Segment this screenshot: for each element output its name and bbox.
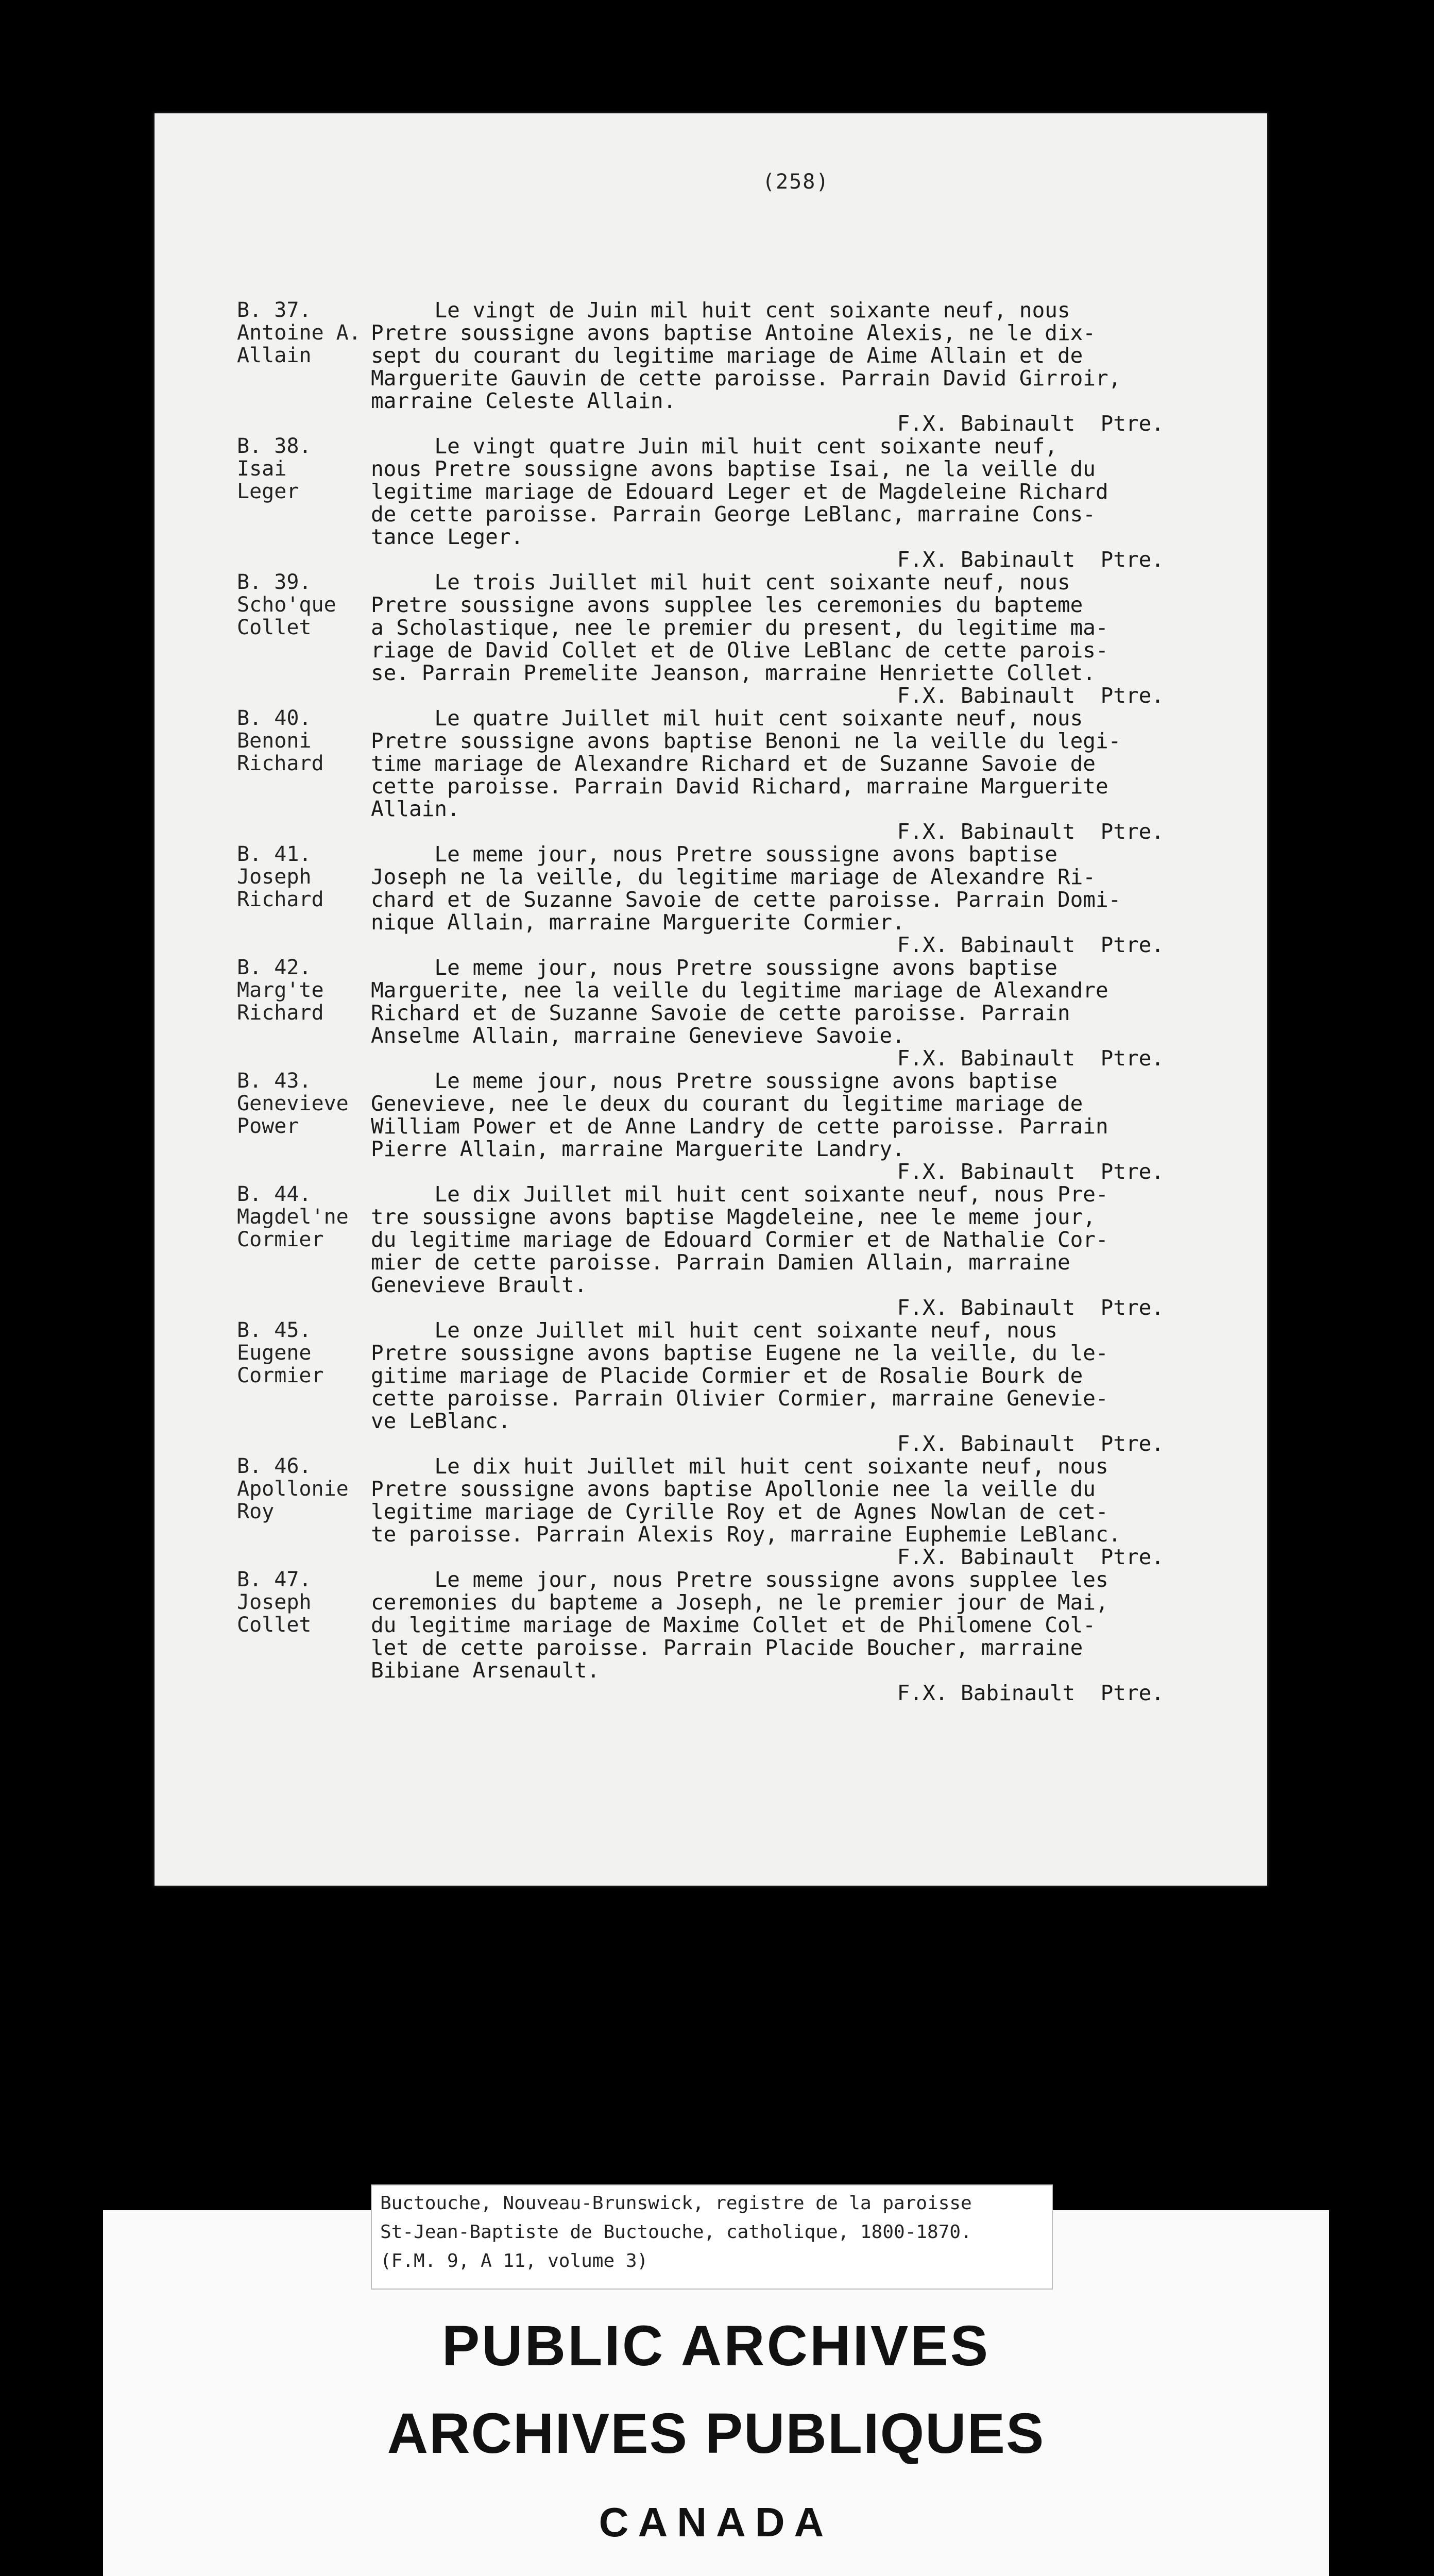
entry-line: time mariage de Alexandre Richard et de Suzanne Savoie de — [371, 751, 1096, 776]
entry-line: legitime mariage de Cyrille Roy et de Agnes Nowlan de cet- — [371, 1499, 1108, 1524]
entry-line: Pretre soussigne avons baptise Antoine Alexis, ne le dix- — [371, 320, 1096, 345]
entry-signature: F.X. Babinault Ptre. — [897, 819, 1164, 844]
entry-line: Le onze Juillet mil huit cent soixante neuf, nous — [371, 1318, 1057, 1343]
entry-line: Pretre soussigne avons baptise Benoni ne la veille du legi- — [371, 728, 1121, 753]
entry-line: Pretre soussigne avons baptise Apollonie nee la veille du — [371, 1477, 1096, 1501]
entry-margin-note: B. 42. Marg'te Richard — [237, 956, 324, 1025]
entry-line: Le quatre Juillet mil huit cent soixante neuf, nous — [371, 706, 1083, 731]
entry-line: Pretre soussigne avons baptise Eugene ne la veille, du le- — [371, 1341, 1108, 1365]
slip-line-2: St-Jean-Baptiste de Buctouche, catholique, 1800-1870. — [380, 2222, 972, 2243]
source-slip — [371, 2184, 1053, 2290]
baptism-entry — [237, 1070, 1267, 1183]
entry-line: Bibiane Arsenault. — [371, 1658, 600, 1683]
entry-line: Le dix Juillet mil huit cent soixante neuf, nous Pre- — [371, 1182, 1108, 1207]
entry-body — [371, 956, 1174, 1070]
entry-line: Richard et de Suzanne Savoie de cette paroisse. Parrain — [371, 1001, 1070, 1025]
entry-line: cette paroisse. Parrain Olivier Cormier, marraine Genevie- — [371, 1386, 1108, 1411]
entry-margin-note: B. 44. Magdel'ne Cormier — [237, 1182, 349, 1251]
baptism-entries — [237, 299, 1267, 1704]
entry-margin-note: B. 37. Antoine A. Allain — [237, 298, 361, 367]
entry-body — [371, 299, 1174, 435]
entry-line: Le meme jour, nous Pretre soussigne avons baptise — [371, 955, 1057, 980]
entry-signature: F.X. Babinault Ptre. — [897, 547, 1164, 572]
entry-line: a Scholastique, nee le premier du present, du legitime ma- — [371, 615, 1108, 640]
entry-line: Marguerite Gauvin de cette paroisse. Parrain David Girroir, — [371, 366, 1121, 391]
entry-margin-note: B. 43. Genevieve Power — [237, 1069, 349, 1138]
entry-line: Le vingt de Juin mil huit cent soixante neuf, nous — [371, 298, 1070, 323]
entry-line: nous Pretre soussigne avons baptise Isai, ne la veille du — [371, 456, 1096, 481]
entry-body — [371, 707, 1174, 843]
slip-line-1: Buctouche, Nouveau-Brunswick, registre de la paroisse — [380, 2193, 972, 2214]
entry-line: Marguerite, nee la veille du legitime mariage de Alexandre — [371, 978, 1108, 1003]
entry-line: tance Leger. — [371, 524, 524, 549]
entry-line: Pretre soussigne avons supplee les ceremonies du bapteme — [371, 592, 1083, 617]
entry-margin-note: B. 45. Eugene Cormier — [237, 1318, 324, 1387]
baptism-entry — [237, 843, 1267, 956]
entry-line: du legitime mariage de Maxime Collet et de Philomene Col- — [371, 1613, 1096, 1637]
entry-line: te paroisse. Parrain Alexis Roy, marraine Euphemie LeBlanc. — [371, 1522, 1121, 1547]
entry-line: Le dix huit Juillet mil huit cent soixante neuf, nous — [371, 1454, 1108, 1479]
entry-line: William Power et de Anne Landry de cette paroisse. Parrain — [371, 1114, 1108, 1139]
entry-signature: F.X. Babinault Ptre. — [897, 933, 1164, 957]
entry-signature: F.X. Babinault Ptre. — [897, 1545, 1164, 1569]
entry-signature: F.X. Babinault Ptre. — [897, 1681, 1164, 1705]
entry-body — [371, 1070, 1174, 1183]
entry-line: du legitime mariage de Edouard Cormier et de Nathalie Cor- — [371, 1227, 1108, 1252]
entry-line: Le trois Juillet mil huit cent soixante neuf, nous — [371, 570, 1070, 595]
entry-line: Le vingt quatre Juin mil huit cent soixante neuf, — [371, 434, 1057, 459]
entry-body — [371, 1319, 1174, 1455]
baptism-entry — [237, 1568, 1267, 1704]
entry-body — [371, 435, 1174, 571]
entry-line: gitime mariage de Placide Cormier et de Rosalie Bourk de — [371, 1363, 1083, 1388]
entry-line: Le meme jour, nous Pretre soussigne avons baptise — [371, 1069, 1057, 1093]
entry-signature: F.X. Babinault Ptre. — [897, 1046, 1164, 1071]
entry-margin-note: B. 40. Benoni Richard — [237, 706, 324, 775]
entry-line: se. Parrain Premelite Jeanson, marraine Henriette Collet. — [371, 660, 1096, 685]
entry-line: de cette paroisse. Parrain George LeBlanc, marraine Cons- — [371, 502, 1096, 527]
register-page — [155, 113, 1267, 1886]
entry-signature: F.X. Babinault Ptre. — [897, 683, 1164, 708]
entry-line: Le meme jour, nous Pretre soussigne avons baptise — [371, 842, 1057, 867]
entry-margin-note: B. 47. Joseph Collet — [237, 1568, 312, 1637]
slip-line-3: (F.M. 9, A 11, volume 3) — [380, 2250, 648, 2272]
entry-body — [371, 843, 1174, 956]
entry-body — [371, 1568, 1174, 1704]
entry-margin-note: B. 39. Scho'que Collet — [237, 570, 336, 639]
baptism-entry — [237, 435, 1267, 571]
entry-body — [371, 1183, 1174, 1319]
baptism-entry — [237, 1183, 1267, 1319]
entry-line: nique Allain, marraine Marguerite Cormier. — [371, 910, 905, 935]
entry-line: Genevieve, nee le deux du courant du legitime mariage de — [371, 1091, 1083, 1116]
entry-signature: F.X. Babinault Ptre. — [897, 1295, 1164, 1320]
entry-margin-note: B. 38. Isai Leger — [237, 434, 312, 503]
entry-line: Le meme jour, nous Pretre soussigne avons supplee les — [371, 1567, 1108, 1592]
entry-line: chard et de Suzanne Savoie de cette paroisse. Parrain Domi- — [371, 887, 1121, 912]
entry-body — [371, 571, 1174, 707]
entry-line: tre soussigne avons baptise Magdeleine, nee le meme jour, — [371, 1205, 1096, 1229]
entry-line: Anselme Allain, marraine Genevieve Savoie. — [371, 1023, 905, 1048]
page-number: (258) — [762, 170, 830, 194]
entry-signature: F.X. Babinault Ptre. — [897, 411, 1164, 436]
entry-line: Genevieve Brault. — [371, 1273, 587, 1297]
entry-signature: F.X. Babinault Ptre. — [897, 1431, 1164, 1456]
baptism-entry — [237, 1319, 1267, 1455]
entry-line: riage de David Collet et de Olive LeBlanc de cette parois- — [371, 638, 1108, 663]
entry-margin-note: B. 41. Joseph Richard — [237, 842, 324, 911]
entry-body — [371, 1455, 1174, 1568]
entry-line: Joseph ne la veille, du legitime mariage de Alexandre Ri- — [371, 865, 1096, 889]
entry-line: Pierre Allain, marraine Marguerite Landry. — [371, 1137, 905, 1161]
archive-country: CANADA — [599, 2499, 833, 2545]
entry-line: sept du courant du legitime mariage de Aime Allain et de — [371, 343, 1083, 368]
baptism-entry — [237, 707, 1267, 843]
entry-line: ve LeBlanc. — [371, 1409, 511, 1433]
entry-line: mier de cette paroisse. Parrain Damien Allain, marraine — [371, 1250, 1070, 1275]
entry-line: Allain. — [371, 796, 460, 821]
entry-margin-note: B. 46. Apollonie Roy — [237, 1454, 349, 1523]
entry-line: legitime mariage de Edouard Leger et de Magdeleine Richard — [371, 479, 1108, 504]
archive-name-english: PUBLIC ARCHIVES — [441, 2314, 991, 2378]
entry-line: ceremonies du bapteme a Joseph, ne le premier jour de Mai, — [371, 1590, 1108, 1615]
baptism-entry — [237, 956, 1267, 1070]
entry-signature: F.X. Babinault Ptre. — [897, 1159, 1164, 1184]
baptism-entry — [237, 1455, 1267, 1568]
entry-line: cette paroisse. Parrain David Richard, marraine Marguerite — [371, 774, 1108, 799]
baptism-entry — [237, 571, 1267, 707]
archive-label-card — [103, 2193, 1329, 2576]
baptism-entry — [237, 299, 1267, 435]
entry-line: marraine Celeste Allain. — [371, 388, 676, 413]
archive-name-french: ARCHIVES PUBLIQUES — [387, 2402, 1045, 2465]
entry-line: let de cette paroisse. Parrain Placide Boucher, marraine — [371, 1635, 1083, 1660]
